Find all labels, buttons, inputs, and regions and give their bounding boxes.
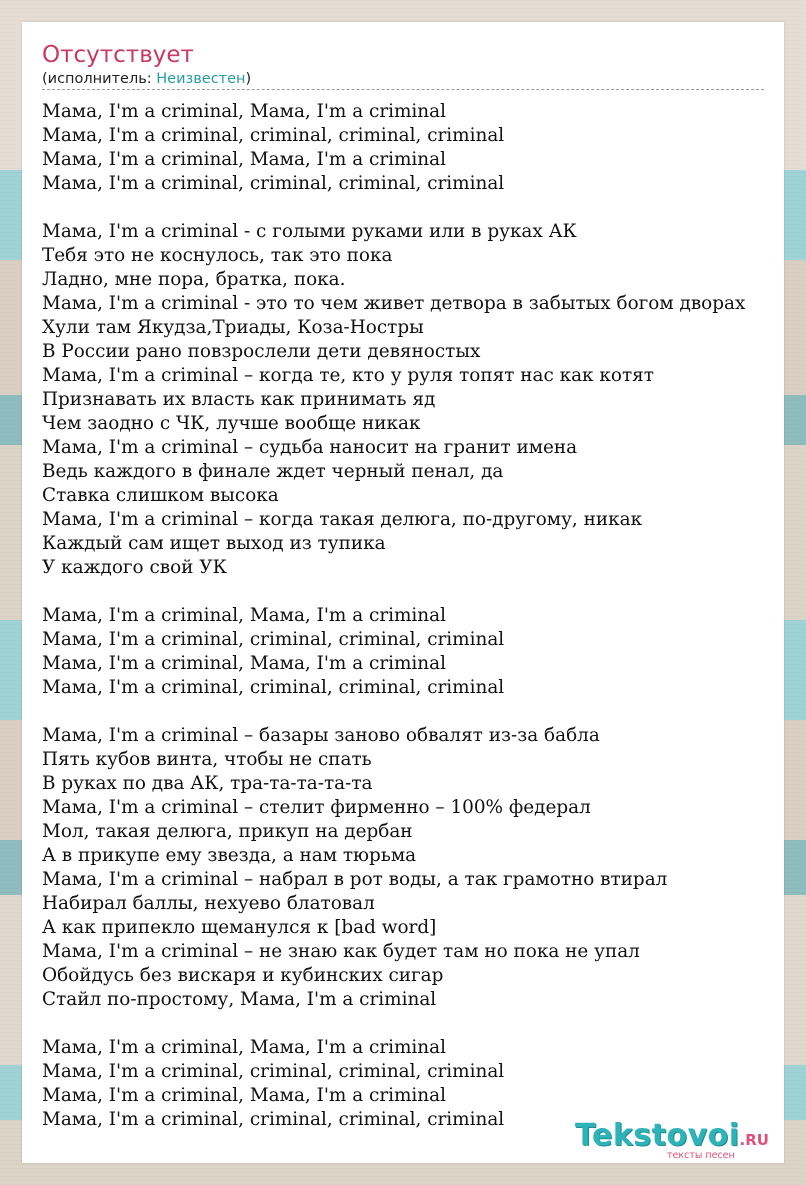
lyric-line: Мама, I'm a criminal, Мама, I'm a criminal [42, 653, 447, 674]
site-logo[interactable] [575, 1118, 785, 1162]
lyric-line: Мама, I'm a criminal, Мама, I'm a criminal [42, 101, 447, 122]
lyric-line: Мол, такая делюга, прикуп на дербан [42, 821, 413, 842]
logo-name: Tekstovoi [575, 1118, 740, 1153]
lyric-line: Мама, I'm a criminal, criminal, criminal, criminal [42, 677, 505, 698]
logo-wordmark [575, 1118, 769, 1153]
lyric-line: Мама, I'm a criminal – базары заново обвалят из-за бабла [42, 725, 600, 746]
lyric-line: Мама, I'm a criminal – набрал в рот воды, а так грамотно втирал [42, 869, 668, 890]
lyric-line: Чем заодно с ЧК, лучше вообще никак [42, 413, 421, 434]
lyric-line: Мама, I'm a criminal, Мама, I'm a criminal [42, 1037, 447, 1058]
lyric-line: Признавать их власть как принимать яд [42, 389, 436, 410]
lyric-line: Ставка слишком высока [42, 485, 279, 506]
artist-line [42, 71, 251, 87]
lyric-line: Набирал баллы, нехуево блатовал [42, 893, 375, 914]
lyric-line [42, 580, 802, 604]
lyric-line: А в прикупе ему звезда, а нам тюрьма [42, 845, 417, 866]
lyric-line: Мама, I'm a criminal, criminal, criminal, criminal [42, 1061, 505, 1082]
lyric-line [42, 1012, 802, 1036]
lyric-line: Обойдусь без вискаря и кубинских сигар [42, 965, 444, 986]
lyric-line: Мама, I'm a criminal, criminal, criminal, criminal [42, 125, 505, 146]
lyric-line: Мама, I'm a criminal – когда такая делюга, по-другому, никак [42, 509, 643, 530]
lyric-line: А как припекло щеманулся к [bad word] [42, 917, 437, 938]
artist-suffix: ) [245, 71, 252, 87]
logo-tagline: тексты песен [667, 1150, 735, 1161]
lyric-line: Мама, I'm a criminal – не знаю как будет там но пока не упал [42, 941, 640, 962]
lyrics-text [42, 100, 802, 1132]
lyric-line: Каждый сам ищет выход из тупика [42, 533, 386, 554]
lyric-line: Мама, I'm a criminal, criminal, criminal, criminal [42, 173, 505, 194]
lyric-line: Мама, I'm a criminal – стелит фирменно – 100% федерал [42, 797, 591, 818]
lyric-line: В руках по два АК, тра-та-та-та-та [42, 773, 373, 794]
lyric-line: Мама, I'm a criminal, criminal, criminal, criminal [42, 1109, 505, 1130]
title-divider [42, 89, 764, 90]
lyrics-card [22, 22, 784, 1163]
lyric-line: Мама, I'm a criminal, Мама, I'm a criminal [42, 605, 447, 626]
lyric-line [42, 700, 802, 724]
lyric-line [42, 196, 802, 220]
lyric-line: Мама, I'm a criminal – когда те, кто у руля топят нас как котят [42, 365, 654, 386]
lyric-line: Мама, I'm a criminal - это то чем живет детвора в забытых богом дворах [42, 293, 746, 314]
lyric-line: Мама, I'm a criminal, Мама, I'm a criminal [42, 1085, 447, 1106]
lyric-line: У каждого свой УК [42, 557, 227, 578]
lyric-line: Мама, I'm a criminal, Мама, I'm a criminal [42, 149, 447, 170]
lyric-line: Мама, I'm a criminal – судьба наносит на гранит имена [42, 437, 578, 458]
lyric-line: В России рано повзрослели дети девяностых [42, 341, 481, 362]
lyric-line: Ладно, мне пора, братка, пока. [42, 269, 346, 290]
song-title: Отсутствует [42, 42, 194, 68]
artist-link[interactable]: Неизвестен [156, 71, 246, 87]
lyric-line: Стайл по-простому, Мама, I'm a criminal [42, 989, 437, 1010]
lyric-line: Хули там Якудза,Триады, Коза-Ностры [42, 317, 424, 338]
lyric-line: Тебя это не коснулось, так это пока [42, 245, 393, 266]
artist-prefix: (исполнитель: [42, 71, 157, 87]
lyric-line: Мама, I'm a criminal - с голыми руками или в руках АК [42, 221, 577, 242]
lyric-line: Мама, I'm a criminal, criminal, criminal, criminal [42, 629, 505, 650]
lyric-line: Ведь каждого в финале ждет черный пенал, да [42, 461, 504, 482]
logo-tld: .RU [739, 1131, 769, 1149]
lyric-line: Пять кубов винта, чтобы не спать [42, 749, 372, 770]
